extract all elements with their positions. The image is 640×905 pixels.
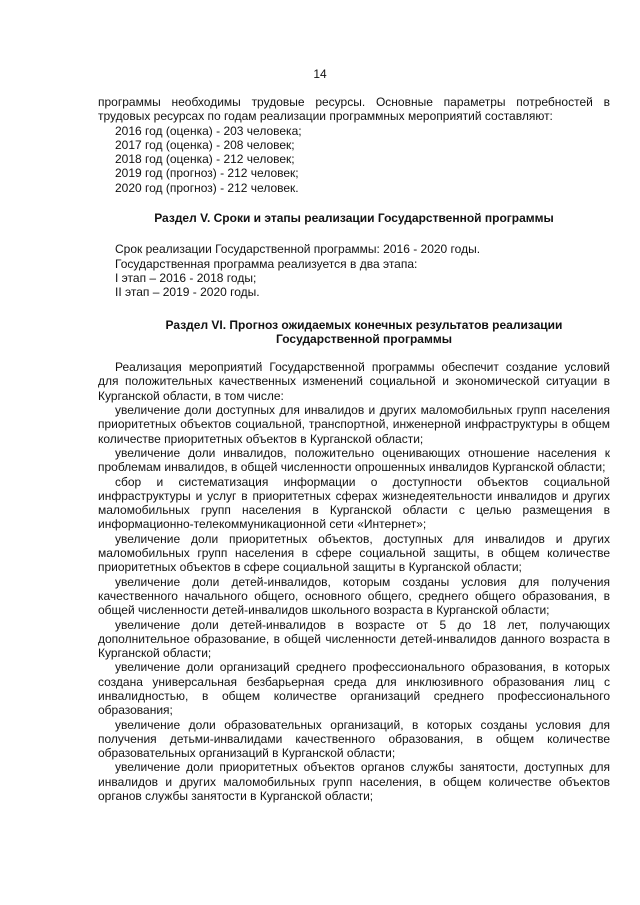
section-5-heading: Раздел V. Сроки и этапы реализации Государственной программы xyxy=(154,211,554,226)
section-6-paragraph: увеличение доли организаций среднего профессионального образования, в которых создана универсальная безбарьерная среда для инклюзивного образования лиц с инвалидностью, в общем количестве организаций среднего профессионального образования; xyxy=(98,660,610,718)
document-body xyxy=(98,95,610,803)
section-6-paragraph: увеличение доли приоритетных объектов, доступных для инвалидов и других маломобильных групп населения в сфере социальной защиты, в общем количестве приоритетных объектов в сфере социальной защиты в Курганской области; xyxy=(98,531,610,575)
section-5-line: I этап – 2016 - 2018 годы; xyxy=(115,270,257,285)
needs-item: 2019 год (прогноз) - 212 человек; xyxy=(115,166,299,181)
section-6-paragraph: Реализация мероприятий Государственной программы обеспечит создание условий для положительных качественных изменений социальной и экономической ситуации в Курганской области, в том числе: xyxy=(98,360,610,403)
intro-paragraph: программы необходимы трудовые ресурсы. Основные параметры потребностей в трудовых ресурсах по годам реализации программных мероприятий составляют: xyxy=(98,95,610,124)
section-5-line: II этап – 2019 - 2020 годы. xyxy=(115,285,260,300)
needs-item: 2016 год (оценка) - 203 человека; xyxy=(115,123,302,138)
page-number: 14 xyxy=(313,67,327,81)
section-5-body xyxy=(98,242,610,299)
needs-item: 2017 год (оценка) - 208 человек; xyxy=(115,137,295,152)
section-6-paragraph: увеличение доли приоритетных объектов органов службы занятости, доступных для инвалидов и других маломобильных групп населения, в общем количестве объектов органов службы занятости в Курганской области; xyxy=(98,760,610,804)
needs-item: 2020 год (прогноз) - 212 человек. xyxy=(115,180,299,195)
section-6-paragraph: увеличение доли детей-инвалидов в возрасте от 5 до 18 лет, получающих дополнительное образование, в общей численности детей-инвалидов данного возраста в Курганской области; xyxy=(98,617,610,661)
section-6-paragraph: увеличение доли инвалидов, положительно оценивающих отношение населения к проблемам инвалидов, в общей численности опрошенных инвалидов Курганской области; xyxy=(98,445,610,475)
section-6-heading xyxy=(98,318,610,347)
section-6-heading-line: Раздел VI. Прогноз ожидаемых конечных результатов реализации xyxy=(165,317,563,332)
needs-item: 2018 год (оценка) - 212 человек; xyxy=(115,152,295,167)
section-5-line: Государственная программа реализуется в два этапа: xyxy=(115,256,418,271)
needs-list xyxy=(98,124,610,195)
section-6-heading-line: Государственной программы xyxy=(276,331,452,346)
section-6-paragraph: сбор и систематизация информации о доступности объектов социальной инфраструктуры и услуг в приоритетных сферах жизнедеятельности инвалидов и других маломобильных групп населения в Курганской области с целью размещения в информационно-телекоммуникационной сети «Интернет»; xyxy=(98,474,610,532)
section-6-paragraph: увеличение доли детей-инвалидов, которым созданы условия для получения качественного начального общего, основного общего, среднего общего образования, в общей численности детей-инвалидов школьного возраста в Курганской области; xyxy=(98,574,610,618)
section-6-body xyxy=(98,360,610,803)
section-6-paragraph: увеличение доли образовательных организаций, в которых созданы условия для получения детьми-инвалидами качественного образования, в общем количестве образовательных организаций в Курганской области; xyxy=(98,717,610,761)
section-5-line: Срок реализации Государственной программы: 2016 - 2020 годы. xyxy=(115,242,481,257)
section-6-paragraph: увеличение доли доступных для инвалидов и других маломобильных групп населения приоритетных объектов социальной, транспортной, инженерной инфраструктуры в общем количестве приоритетных объектов в Курганской области; xyxy=(98,403,610,446)
